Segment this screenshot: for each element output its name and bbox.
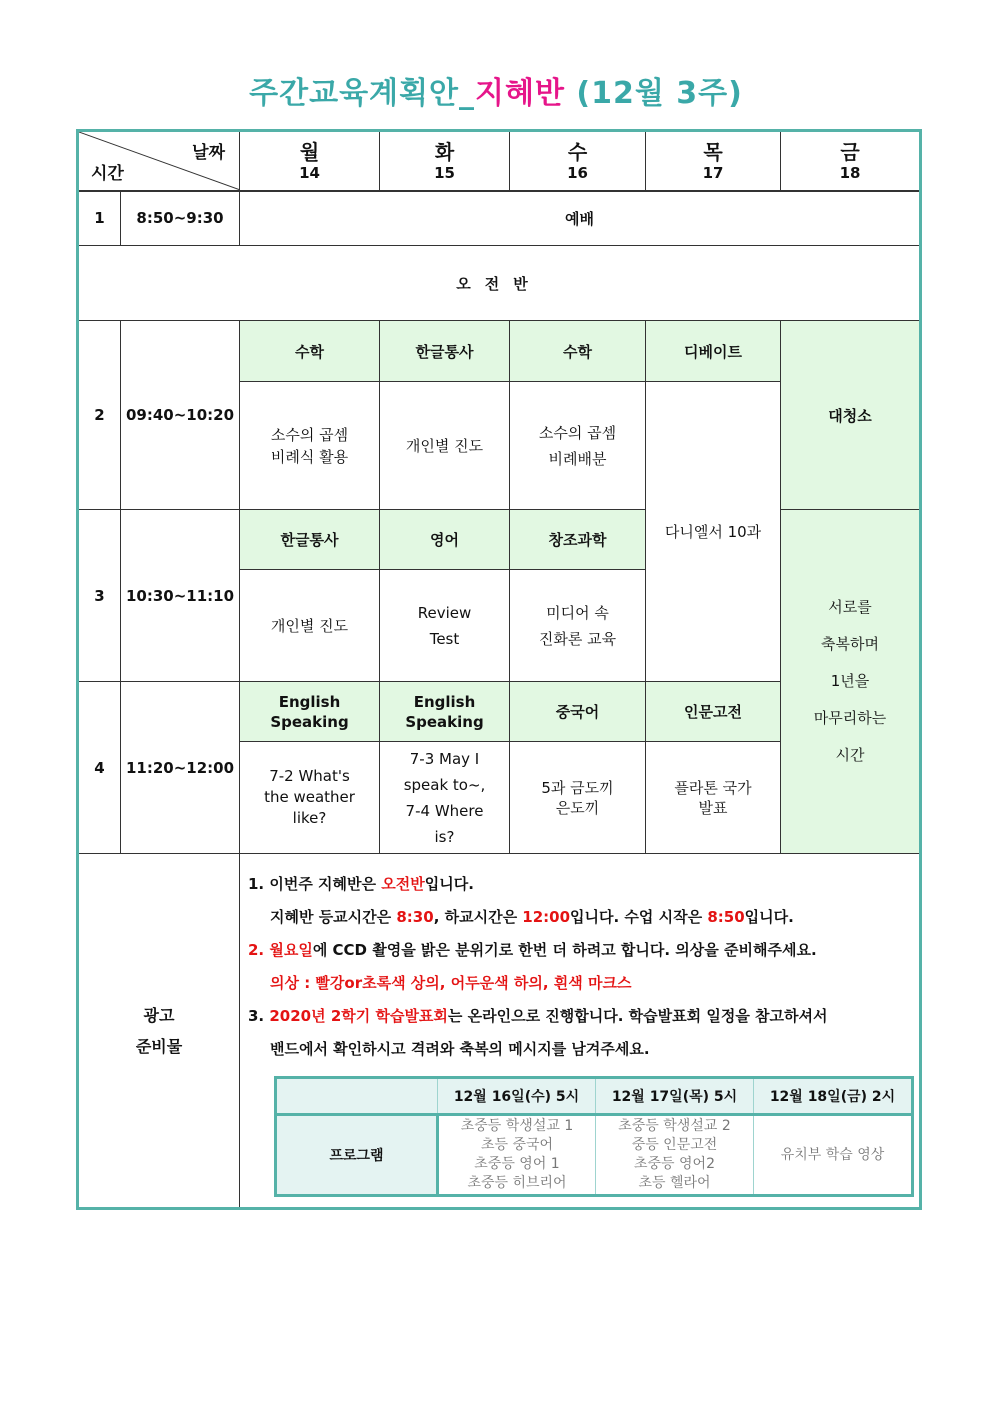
content-cell: 개인별 진도 (380, 382, 510, 510)
notice-line (248, 868, 913, 901)
program-cell: 유치부 학습 영상 (754, 1115, 913, 1196)
subject-cell: English Speaking (380, 682, 510, 742)
subject-cell: 디베이트 (646, 321, 781, 382)
date-label: 18 (839, 163, 861, 182)
corner-time-label: 시간 (91, 163, 124, 184)
notices-label: 광고 (143, 1005, 175, 1025)
notice-text: 입니다. 수업 시작은 (570, 908, 708, 926)
notice-line: 의상 : 빨강or초록색 상의, 어두운색 하의, 흰색 마크스 (270, 974, 632, 992)
title-main: 주간교육계획안_ (249, 76, 475, 111)
content-cell: 소수의 곱셈 비례식 활용 (240, 382, 380, 510)
content-cell: 5과 금도끼 은도끼 (510, 742, 646, 854)
schedule-date-header: 12월 17일(목) 5시 (596, 1078, 754, 1115)
subject-cell: 한글통사 (240, 510, 380, 570)
notice-line (248, 1000, 913, 1033)
notice-text: 지혜반 등교시간은 (270, 908, 397, 926)
period-time: 10:30~11:10 (121, 510, 240, 682)
title-week: (12월 3주) (564, 76, 743, 111)
notice-line (248, 934, 913, 967)
title-class-name: 지혜반 (475, 76, 565, 111)
notice-highlight: 2. 월요일 (248, 941, 313, 959)
page-title (0, 68, 992, 112)
notice-highlight: 8:50 (707, 908, 745, 926)
program-cell: 초중등 학생설교 1 초등 중국어 초중등 영어 1 초중등 히브리어 (438, 1115, 596, 1196)
notice-line (248, 901, 913, 934)
header-day-mon (240, 131, 380, 191)
content-cell: 소수의 곱셈 비례배분 (510, 382, 646, 510)
closing-message-cell: 서로를 축복하며 1년을 마무리하는 시간 (781, 510, 921, 854)
worship-cell: 예배 (240, 191, 921, 246)
date-label: 16 (567, 163, 588, 182)
content-cell: 7-2 What's the weather like? (240, 742, 380, 854)
supplies-label: 준비물 (135, 1036, 183, 1056)
schedule-date-header: 12월 18일(금) 2시 (754, 1078, 913, 1115)
debate-content-cell: 다니엘서 10과 (646, 382, 781, 682)
subject-cell: English Speaking (240, 682, 380, 742)
period-number: 3 (78, 510, 121, 682)
subject-cell: 수학 (240, 321, 380, 382)
period-number: 2 (78, 321, 121, 510)
subject-cell: 창조과학 (510, 510, 646, 570)
notice-text: 입니다. (744, 908, 794, 926)
day-label: 목 (703, 139, 723, 164)
date-time-corner-cell (78, 131, 240, 191)
header-day-fri (781, 131, 921, 191)
notice-highlight: 12:00 (522, 908, 571, 926)
weekly-plan-table (76, 129, 922, 1210)
period-2-subject-row (78, 321, 921, 382)
notice-text: 입니다. (424, 875, 474, 893)
morning-class-banner: 오전반 (78, 246, 921, 321)
notice-text: 에 CCD 촬영을 밝은 분위기로 한번 더 하려고 합니다. 의상을 준비해주세요. (312, 941, 817, 959)
subject-cell: 중국어 (510, 682, 646, 742)
notice-line: 밴드에서 확인하시고 격려와 축복의 메시지를 남겨주세요. (270, 1040, 650, 1058)
content-cell: 개인별 진도 (240, 570, 380, 682)
notice-text: 3. (248, 1007, 270, 1025)
notices-row (78, 854, 921, 1209)
subject-cell: 대청소 (781, 321, 921, 510)
day-label: 수 (567, 139, 588, 164)
subject-cell: 한글통사 (380, 321, 510, 382)
notice-text: , 하교시간은 (433, 908, 523, 926)
notice-highlight: 오전반 (381, 875, 425, 893)
notice-highlight: 8:30 (396, 908, 434, 926)
day-label: 화 (434, 139, 455, 164)
period-time: 11:20~12:00 (121, 682, 240, 854)
subject-cell: 수학 (510, 321, 646, 382)
program-label: 프로그램 (276, 1115, 438, 1196)
content-cell: 미디어 속 진화론 교육 (510, 570, 646, 682)
date-label: 14 (299, 163, 320, 182)
schedule-header-row (276, 1078, 913, 1115)
period-time: 09:40~10:20 (121, 321, 240, 510)
period-time: 8:50~9:30 (121, 191, 240, 246)
program-cell: 초중등 학생설교 2 중등 인문고전 초중등 영어2 초등 헬라어 (596, 1115, 754, 1196)
period-number: 4 (78, 682, 121, 854)
schedule-date-header: 12월 16일(수) 5시 (438, 1078, 596, 1115)
period-1-row (78, 191, 921, 246)
day-label: 월 (299, 139, 320, 164)
notice-highlight: 2020년 2학기 학습발표회 (269, 1007, 448, 1025)
notice-text: 1. 이번주 지혜반은 (248, 875, 382, 893)
date-label: 15 (434, 163, 455, 182)
content-cell: Review Test (380, 570, 510, 682)
content-cell: 7-3 May I speak to~, 7-4 Where is? (380, 742, 510, 854)
subject-cell: 인문고전 (646, 682, 781, 742)
subject-cell: 영어 (380, 510, 510, 570)
header-day-thu (646, 131, 781, 191)
date-label: 17 (702, 163, 724, 182)
notices-label-cell (78, 854, 240, 1209)
notices-content-cell (240, 854, 921, 1209)
notice-text: 는 온라인으로 진행합니다. 학습발표회 일정을 참고하셔서 (447, 1007, 828, 1025)
morning-class-banner-row (78, 246, 921, 321)
day-label: 금 (840, 139, 860, 164)
period-3-subject-row (78, 510, 921, 570)
header-row (78, 131, 921, 191)
header-day-wed (510, 131, 646, 191)
presentation-schedule-table (274, 1076, 914, 1197)
period-number: 1 (78, 191, 121, 246)
header-day-tue (380, 131, 510, 191)
schedule-corner-cell (276, 1078, 438, 1115)
corner-date-label: 날짜 (192, 143, 225, 163)
schedule-program-row (276, 1115, 913, 1196)
content-cell: 플라톤 국가 발표 (646, 742, 781, 854)
